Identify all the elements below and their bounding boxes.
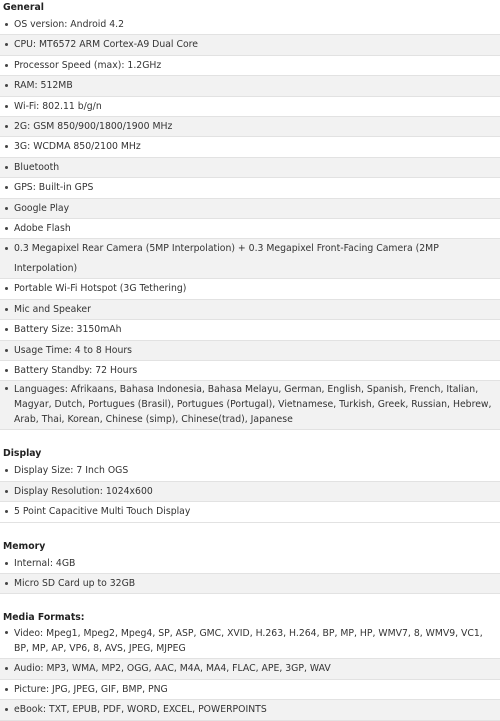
list-item (0, 625, 500, 659)
list-item (0, 341, 500, 361)
spec-text: RAM: 512MB (14, 80, 73, 92)
section-memory (0, 539, 500, 595)
spec-text: Battery Standby: 72 Hours (14, 364, 138, 376)
spec-text: 0.3 Megapixel Rear Camera (5MP Interpolation) + 0.3 Megapixel Front-Facing Camera (2MP Interpolation) (14, 243, 439, 274)
bullet-icon (5, 166, 8, 169)
bullet-icon (5, 207, 8, 210)
spec-list (0, 625, 500, 720)
section-title: Display (3, 448, 42, 460)
list-item (0, 361, 500, 381)
spec-text: Video: Mpeg1, Mpeg2, Mpeg4, SP, ASP, GMC, XVID, H.263, H.264, BP, MP, HP, WMV7, 8, WMV9, VC1, BP, MP, AP, VP6, 8, AVS, JPEG, MJPEG (14, 628, 483, 655)
spec-text: Wi-Fi: 802.11 b/g/n (14, 100, 102, 112)
spec-text: CPU: MT6572 ARM Cortex-A9 Dual Core (14, 39, 198, 51)
section-display (0, 446, 500, 522)
section-title: General (3, 2, 44, 13)
list-item (0, 574, 500, 594)
spec-text: 3G: WCDMA 850/2100 MHz (14, 141, 141, 153)
list-item (0, 35, 500, 55)
spec-text: Processor Speed (max): 1.2GHz (14, 59, 162, 71)
list-item (0, 381, 500, 430)
section-media-formats (0, 610, 500, 720)
spec-list (0, 15, 500, 430)
list-item (0, 158, 500, 178)
list-item (0, 219, 500, 239)
list-item (0, 680, 500, 700)
section-gap (0, 594, 500, 610)
spec-text: OS version: Android 4.2 (14, 19, 124, 30)
list-item (0, 502, 500, 522)
spec-text: 5 Point Capacitive Multi Touch Display (14, 506, 191, 518)
bullet-icon (5, 369, 8, 372)
spec-text: Adobe Flash (14, 223, 71, 235)
spec-text: 2G: GSM 850/900/1800/1900 MHz (14, 121, 173, 133)
bullet-icon (5, 688, 8, 691)
bullet-icon (5, 64, 8, 67)
spec-text: Portable Wi-Fi Hotspot (3G Tethering) (14, 283, 187, 295)
list-item (0, 659, 500, 679)
bullet-icon (5, 23, 8, 26)
spec-text: Mic and Speaker (14, 303, 91, 315)
list-item (0, 117, 500, 137)
bullet-icon (5, 125, 8, 128)
bullet-icon (5, 84, 8, 87)
spec-text: Internal: 4GB (14, 557, 76, 569)
bullet-icon (5, 667, 8, 670)
bullet-icon (5, 145, 8, 148)
list-item (0, 199, 500, 219)
spec-text: Micro SD Card up to 32GB (14, 577, 136, 589)
list-item (0, 56, 500, 76)
bullet-icon (5, 308, 8, 311)
spec-text: eBook: TXT, EPUB, PDF, WORD, EXCEL, POWERPOINTS (14, 704, 267, 716)
section-title: Media Formats: (3, 612, 85, 624)
spec-text: Picture: JPG, JPEG, GIF, BMP, PNG (14, 683, 168, 695)
spec-list (0, 461, 500, 522)
bullet-icon (5, 287, 8, 290)
spec-text: GPS: Built-in GPS (14, 182, 94, 194)
spec-text: Battery Size: 3150mAh (14, 324, 122, 336)
bullet-icon (5, 43, 8, 46)
list-item (0, 137, 500, 157)
list-item (0, 279, 500, 299)
spec-text: Google Play (14, 202, 70, 214)
list-item (0, 178, 500, 198)
bullet-icon (5, 186, 8, 189)
section-gap (0, 430, 500, 446)
section-gap (0, 523, 500, 539)
list-item (0, 239, 500, 279)
spec-text: Display Size: 7 Inch OGS (14, 465, 129, 477)
list-item (0, 76, 500, 96)
bullet-icon (5, 510, 8, 513)
list-item (0, 700, 500, 720)
bullet-icon (5, 490, 8, 493)
bullet-icon (5, 582, 8, 585)
list-item (0, 554, 500, 574)
list-item (0, 97, 500, 117)
bullet-icon (5, 349, 8, 352)
spec-text: Languages: Afrikaans, Bahasa Indonesia, Bahasa Melayu, German, English, Spanish, French, Italian, Magyar, Dutch, Portugues (Brasil), Portugues (Portugal), Vietnamese, Turkish, Greek, Russian, Hebrew, Arab, Thai, Korean, Chinese (simp), Chinese(trad), Japanese (14, 384, 492, 426)
spec-list (0, 554, 500, 595)
bullet-icon (5, 387, 8, 390)
spec-text: Bluetooth (14, 161, 60, 173)
spec-text: Audio: MP3, WMA, MP2, OGG, AAC, M4A, MA4, FLAC, APE, 3GP, WAV (14, 663, 331, 675)
bullet-icon (5, 105, 8, 108)
section-title: Memory (3, 540, 46, 552)
bullet-icon (5, 469, 8, 472)
list-item (0, 482, 500, 502)
spec-text: Usage Time: 4 to 8 Hours (14, 344, 133, 356)
list-item (0, 320, 500, 340)
list-item (0, 15, 500, 35)
list-item (0, 461, 500, 481)
bullet-icon (5, 328, 8, 331)
bullet-icon (5, 247, 8, 250)
bullet-icon (5, 562, 8, 565)
spec-text: Display Resolution: 1024x600 (14, 485, 153, 497)
list-item (0, 300, 500, 320)
bullet-icon (5, 227, 8, 230)
bullet-icon (5, 631, 8, 634)
bullet-icon (5, 708, 8, 711)
